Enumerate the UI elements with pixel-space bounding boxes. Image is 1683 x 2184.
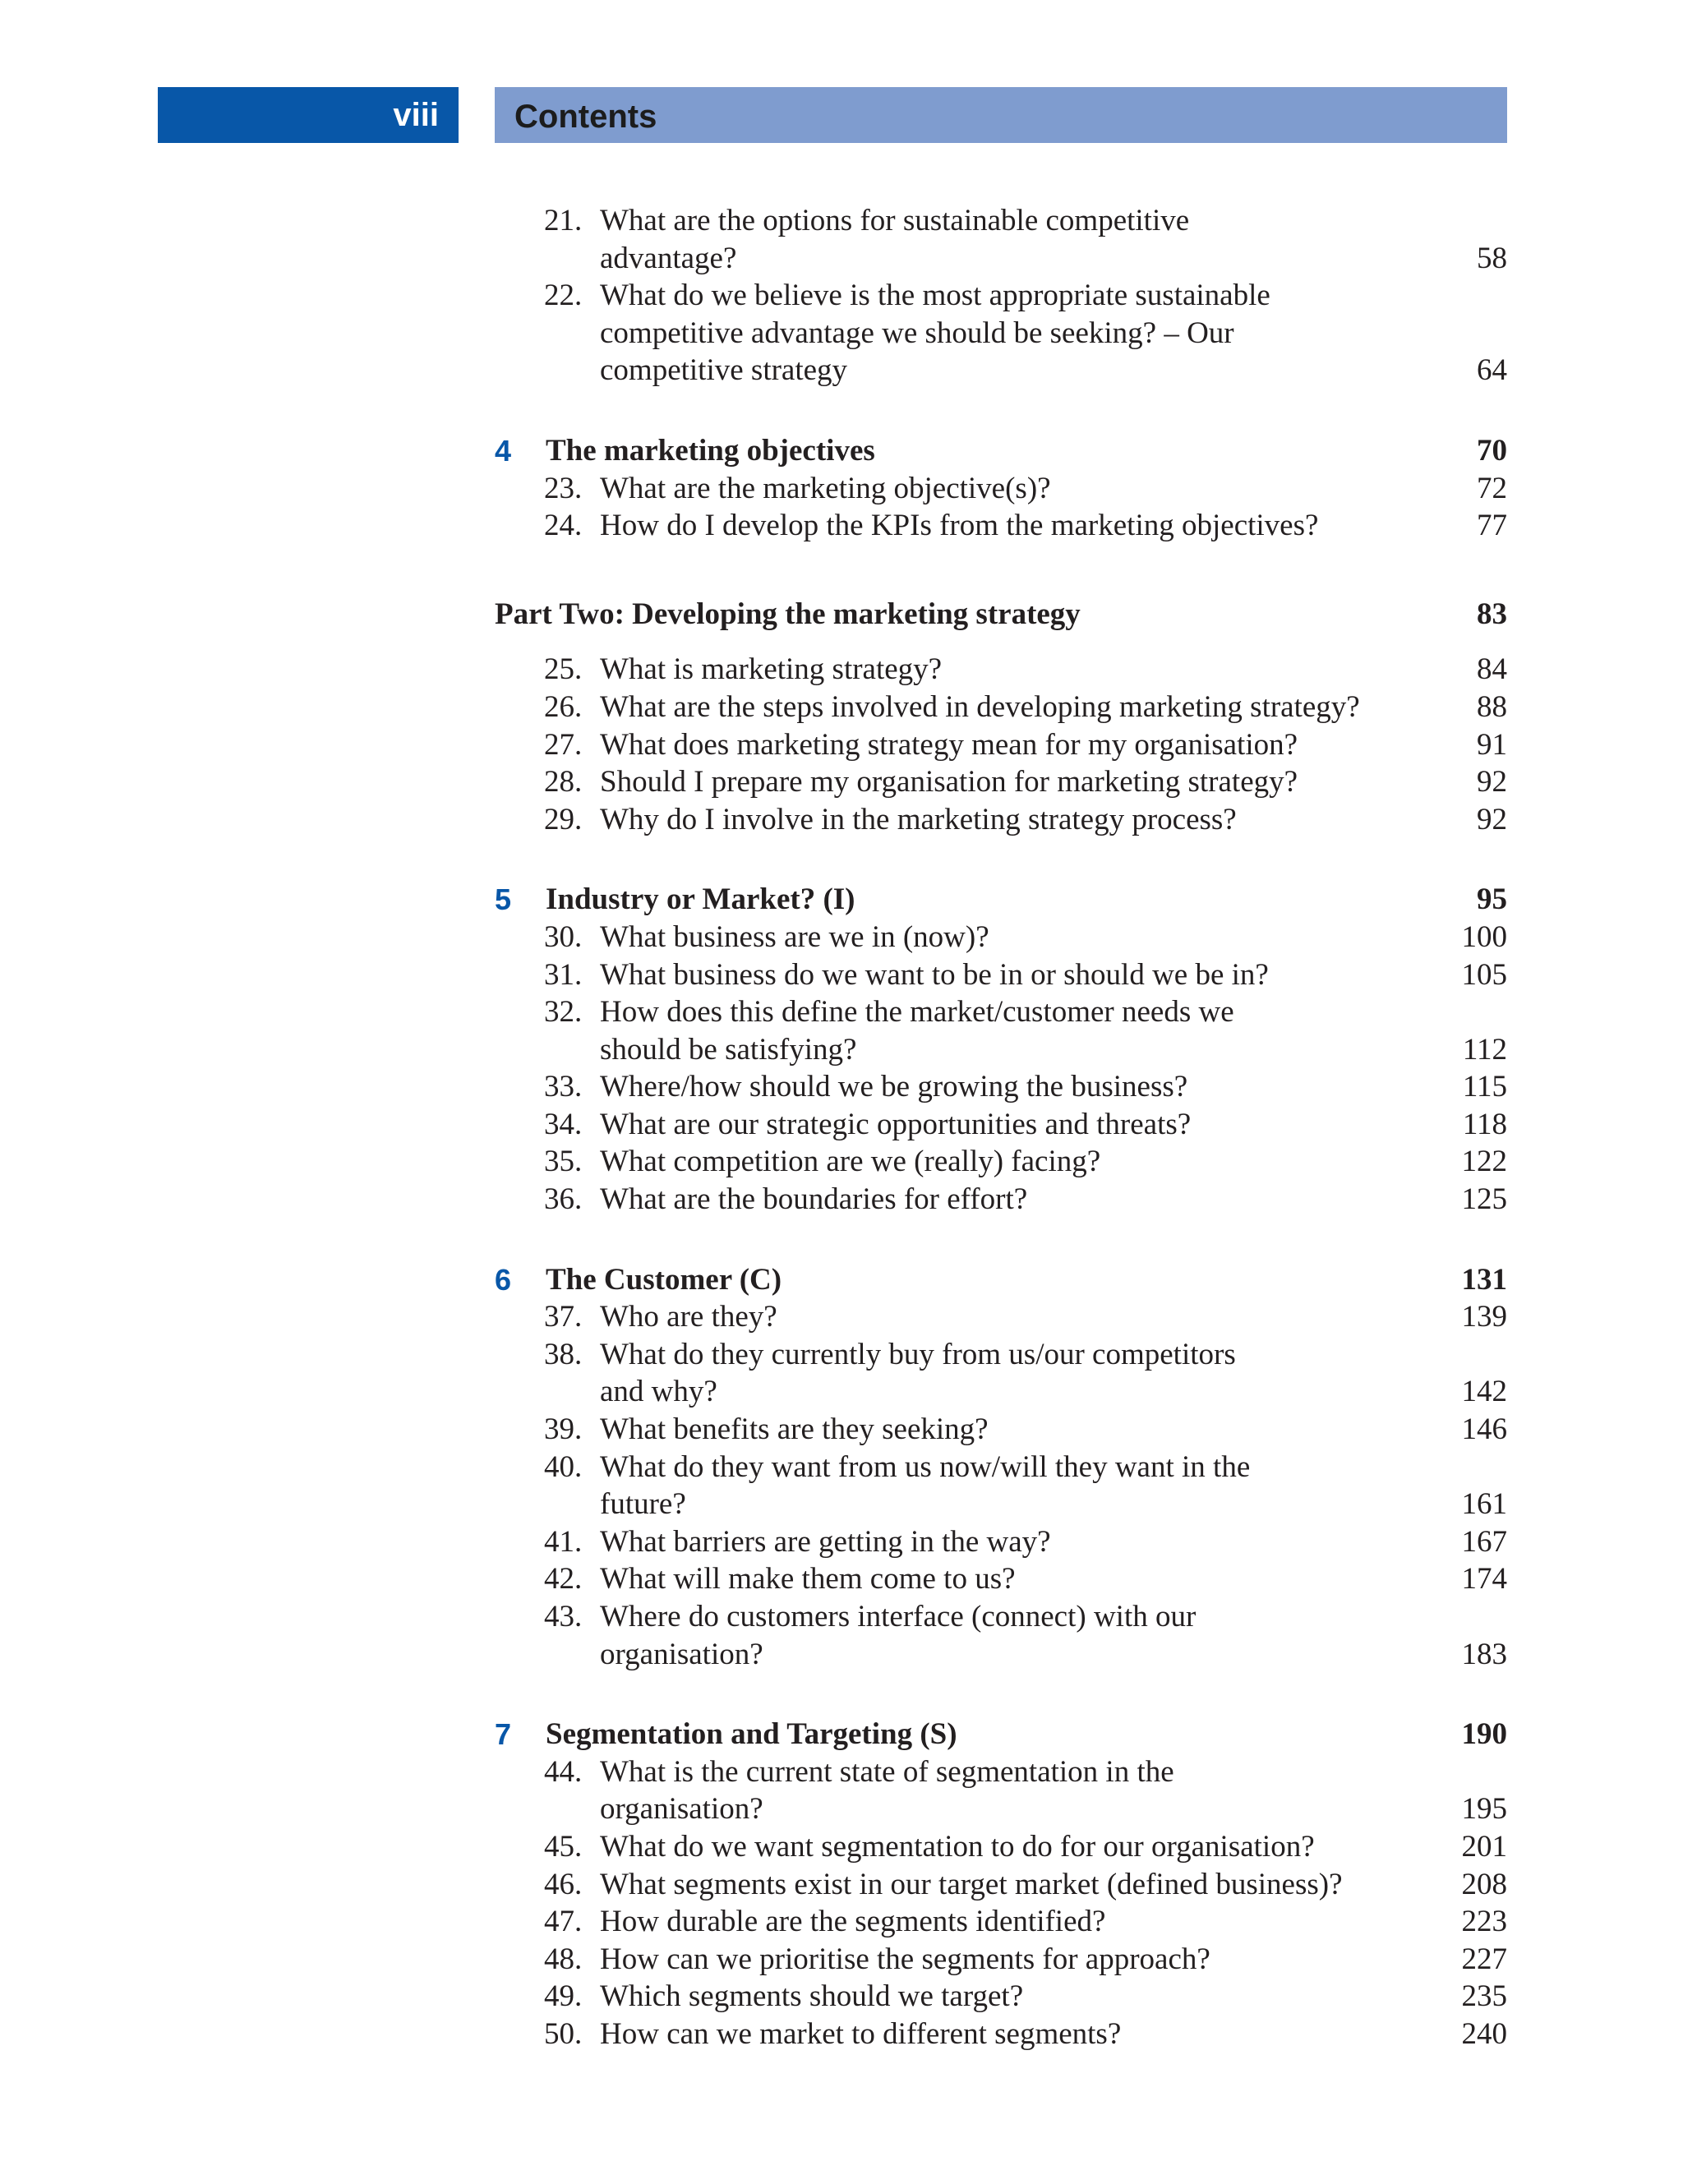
page-number: 146 (1461, 1412, 1507, 1447)
entry-number: 48. (544, 1942, 583, 1976)
entry-text (600, 726, 1425, 764)
entry-line: What do we believe is the most appropriate sustainable (600, 279, 1270, 313)
toc-entry[interactable] (495, 1298, 1507, 1336)
entry-number: 46. (544, 1867, 583, 1901)
entry-number: 43. (544, 1600, 583, 1633)
chapter-heading-4[interactable] (495, 432, 1507, 470)
entry-line: What do they want from us now/will they want in the (600, 1449, 1251, 1484)
entry-number: 34. (544, 1107, 583, 1141)
running-header (495, 87, 1507, 143)
entry-number: 23. (544, 471, 583, 505)
entry-number: 49. (544, 1979, 583, 2014)
entry-line: Where/how should we be growing the business? (600, 1070, 1188, 1104)
entry-line: future? (600, 1487, 686, 1522)
toc-entry[interactable] (495, 689, 1507, 726)
toc-entry[interactable] (495, 1068, 1507, 1106)
entry-number: 27. (544, 727, 583, 762)
page-title: Contents (514, 99, 657, 135)
page-number: 227 (1461, 1942, 1507, 1976)
toc-block-6 (495, 1298, 1507, 1673)
toc-entry[interactable] (495, 1598, 1507, 1673)
entry-text (600, 651, 1425, 689)
chapter-number: 7 (495, 1717, 512, 1752)
page-number: 84 (1477, 652, 1507, 687)
toc-entry[interactable] (495, 1449, 1507, 1523)
part-heading-2[interactable] (495, 596, 1507, 634)
page-number: 70 (1477, 433, 1507, 468)
entry-text (600, 1298, 1425, 1336)
page-number: 190 (1461, 1717, 1507, 1752)
toc-block-7 (495, 1753, 1507, 2053)
entry-text (600, 507, 1425, 545)
entry-number: 41. (544, 1524, 583, 1559)
entry-line: What are the options for sustainable competitive (600, 204, 1190, 237)
entry-text (600, 1181, 1425, 1219)
table-of-contents (495, 202, 1507, 2053)
entry-text (600, 470, 1425, 508)
page-number: 92 (1477, 765, 1507, 799)
chapter-title: Segmentation and Targeting (S) (546, 1717, 957, 1752)
entry-line: What barriers are getting in the way? (600, 1524, 1051, 1559)
toc-block-1 (495, 202, 1507, 389)
toc-entry[interactable] (495, 507, 1507, 545)
entry-text (600, 1068, 1425, 1106)
entry-number: 30. (544, 919, 583, 954)
entry-line: Should I prepare my organisation for marketing strategy? (600, 765, 1298, 799)
entry-text (600, 2016, 1425, 2053)
page-number: 174 (1461, 1562, 1507, 1597)
entry-line: Which segments should we target? (600, 1979, 1024, 2014)
entry-number: 36. (544, 1182, 583, 1217)
entry-text (600, 801, 1425, 839)
page-number: 167 (1461, 1524, 1507, 1559)
entry-text (600, 1978, 1425, 2016)
entry-number: 42. (544, 1562, 583, 1597)
entry-text (600, 1560, 1425, 1598)
entry-number: 31. (544, 957, 583, 992)
entry-text (600, 993, 1425, 1068)
page-number: 88 (1477, 689, 1507, 724)
page-number: 131 (1461, 1262, 1507, 1297)
entry-line: What segments exist in our target market (defined business)? (600, 1867, 1343, 1901)
page-number: 92 (1477, 802, 1507, 836)
chapter-number: 5 (495, 882, 512, 917)
toc-entry[interactable] (495, 1866, 1507, 1904)
toc-entry[interactable] (495, 470, 1507, 508)
toc-entry[interactable] (495, 1560, 1507, 1598)
page-number: 95 (1477, 882, 1507, 917)
toc-entry[interactable] (495, 993, 1507, 1068)
page-number: 201 (1461, 1829, 1507, 1864)
page-number: 58 (1477, 241, 1507, 275)
entry-line: and why? (600, 1375, 717, 1409)
entry-text (600, 1411, 1425, 1449)
entry-number: 33. (544, 1070, 583, 1104)
page-number: 105 (1461, 957, 1507, 992)
entry-number: 28. (544, 765, 583, 799)
toc-entry[interactable] (495, 1106, 1507, 1144)
entry-line: What competition are we (really) facing? (600, 1145, 1101, 1179)
chapter-title: Industry or Market? (I) (546, 882, 855, 917)
entry-text (600, 277, 1425, 389)
entry-number: 39. (544, 1412, 583, 1447)
page-number: 122 (1461, 1145, 1507, 1179)
entry-number: 50. (544, 2016, 583, 2051)
toc-entry[interactable] (495, 1903, 1507, 1941)
page-number: 235 (1461, 1979, 1507, 2014)
entry-line: What are our strategic opportunities and threats? (600, 1107, 1192, 1141)
page-number: 91 (1477, 727, 1507, 762)
toc-entry[interactable] (495, 1978, 1507, 2016)
toc-entry[interactable] (495, 801, 1507, 839)
page-number: 112 (1462, 1032, 1507, 1067)
page-folio: viii (393, 97, 439, 133)
entry-line: organisation? (600, 1637, 763, 1671)
page-number: 77 (1477, 509, 1507, 543)
page-number: 64 (1477, 353, 1507, 388)
toc-entry[interactable] (495, 1143, 1507, 1181)
entry-line: What business do we want to be in or should we be in? (600, 957, 1269, 992)
entry-line: What do they currently buy from us/our competitors (600, 1337, 1236, 1371)
entry-number: 40. (544, 1449, 583, 1484)
entry-text (600, 763, 1425, 801)
entry-text (600, 1143, 1425, 1181)
entry-number: 32. (544, 995, 583, 1030)
entry-line: What is the current state of segmentation in the (600, 1754, 1174, 1789)
entry-text (600, 689, 1425, 726)
entry-line: What is marketing strategy? (600, 652, 943, 687)
entry-line: How can we market to different segments? (600, 2016, 1122, 2051)
toc-entry[interactable] (495, 1828, 1507, 1866)
entry-number: 38. (544, 1337, 583, 1371)
entry-text (600, 1449, 1425, 1523)
entry-line: organisation? (600, 1792, 763, 1827)
toc-block-4 (495, 470, 1507, 545)
entry-line: Where do customers interface (connect) with our (600, 1600, 1197, 1633)
folio-bar (158, 87, 459, 143)
entry-line: What will make them come to us? (600, 1562, 1016, 1597)
toc-entry[interactable] (495, 1336, 1507, 1411)
entry-line: should be satisfying? (600, 1032, 857, 1067)
entry-line: Why do I involve in the marketing strategy process? (600, 802, 1237, 836)
page-number: 208 (1461, 1867, 1507, 1901)
entry-text (600, 1106, 1425, 1144)
page-number: 72 (1477, 471, 1507, 505)
toc-block-part2 (495, 651, 1507, 838)
toc-entry[interactable] (495, 1753, 1507, 1828)
chapter-heading-7[interactable] (495, 1716, 1507, 1753)
entry-number: 25. (544, 652, 583, 687)
chapter-number: 4 (495, 433, 512, 468)
chapter-heading-6[interactable] (495, 1261, 1507, 1299)
chapter-title: The marketing objectives (546, 433, 875, 468)
entry-number: 24. (544, 509, 583, 543)
entry-line: advantage? (600, 241, 737, 275)
entry-text (600, 1523, 1425, 1561)
toc-entry[interactable] (495, 1181, 1507, 1219)
entry-line: What are the boundaries for effort? (600, 1182, 1028, 1217)
entry-line: What do we want segmentation to do for our organisation? (600, 1829, 1315, 1864)
entry-line: How durable are the segments identified? (600, 1905, 1106, 1939)
entry-line: What business are we in (now)? (600, 919, 989, 954)
entry-line: What are the marketing objective(s)? (600, 471, 1051, 505)
entry-line: What does marketing strategy mean for my organisation? (600, 727, 1298, 762)
toc-entry[interactable] (495, 1523, 1507, 1561)
entry-number: 45. (544, 1829, 583, 1864)
page-number: 115 (1462, 1070, 1507, 1104)
part-title: Part Two: Developing the marketing strategy (495, 597, 1081, 631)
page-number: 195 (1461, 1792, 1507, 1827)
entry-text (600, 1941, 1425, 1979)
page-number: 83 (1477, 597, 1507, 631)
toc-block-5 (495, 919, 1507, 1219)
toc-entry[interactable] (495, 956, 1507, 994)
entry-number: 22. (544, 279, 583, 313)
entry-line: What are the steps involved in developing marketing strategy? (600, 689, 1360, 724)
toc-entry[interactable] (495, 1411, 1507, 1449)
entry-number: 26. (544, 689, 583, 724)
toc-entry[interactable] (495, 726, 1507, 764)
entry-number: 37. (544, 1300, 583, 1334)
toc-entry[interactable] (495, 919, 1507, 956)
entry-text (600, 1753, 1425, 1828)
toc-entry[interactable] (495, 202, 1507, 277)
page-number: 118 (1462, 1107, 1507, 1141)
entry-number: 35. (544, 1145, 583, 1179)
entry-text (600, 956, 1425, 994)
toc-entry[interactable] (495, 277, 1507, 389)
page-number: 139 (1461, 1300, 1507, 1334)
toc-entry[interactable] (495, 2016, 1507, 2053)
entry-number: 44. (544, 1754, 583, 1789)
entry-text (600, 1866, 1425, 1904)
entry-line: competitive advantage we should be seeking? – Our (600, 316, 1234, 350)
page-number: 142 (1461, 1375, 1507, 1409)
toc-entry[interactable] (495, 763, 1507, 801)
entry-text (600, 1828, 1425, 1866)
chapter-heading-5[interactable] (495, 881, 1507, 919)
entry-line: How can we prioritise the segments for approach? (600, 1942, 1210, 1976)
entry-text (600, 202, 1425, 277)
page-number: 100 (1461, 919, 1507, 954)
entry-line: How does this define the market/customer needs we (600, 995, 1234, 1030)
page-number: 161 (1461, 1487, 1507, 1522)
entry-line: How do I develop the KPIs from the marketing objectives? (600, 509, 1319, 543)
entry-text (600, 1903, 1425, 1941)
page-number: 183 (1461, 1637, 1507, 1671)
chapter-title: The Customer (C) (546, 1262, 782, 1297)
page-number: 125 (1461, 1182, 1507, 1217)
entry-text (600, 919, 1425, 956)
page-number: 223 (1461, 1905, 1507, 1939)
entry-line: Who are they? (600, 1300, 777, 1334)
chapter-number: 6 (495, 1262, 512, 1297)
entry-text (600, 1336, 1425, 1411)
entry-number: 21. (544, 204, 583, 237)
entry-line: competitive strategy (600, 353, 848, 388)
entry-number: 29. (544, 802, 583, 836)
page-number: 240 (1461, 2016, 1507, 2051)
toc-entry[interactable] (495, 651, 1507, 689)
entry-text (600, 1598, 1425, 1673)
entry-line: What benefits are they seeking? (600, 1412, 989, 1447)
toc-entry[interactable] (495, 1941, 1507, 1979)
entry-number: 47. (544, 1905, 583, 1939)
